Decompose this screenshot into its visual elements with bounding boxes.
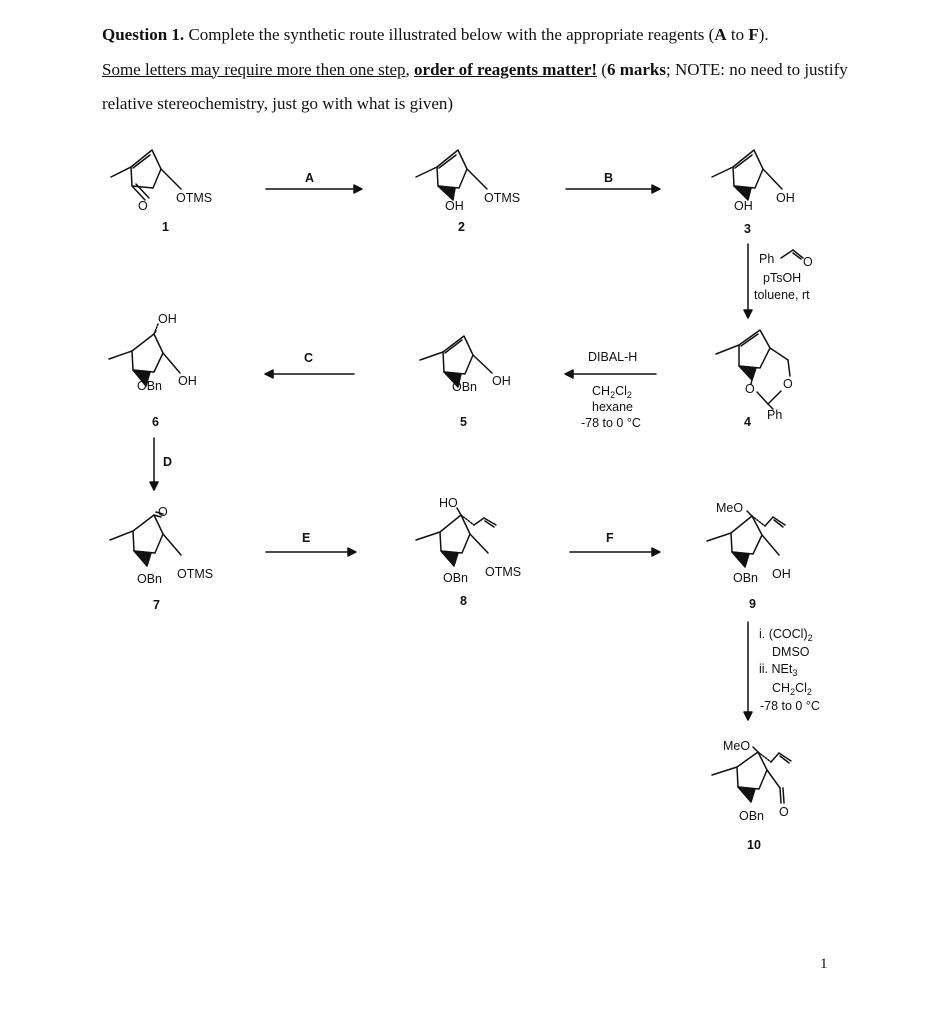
question-note: ; NOTE: no need to justify relative stereochemistry, just go with what is given) bbox=[102, 59, 848, 113]
order-matters: order of reagents matter! bbox=[414, 59, 598, 79]
range-f: F bbox=[748, 25, 759, 44]
compound-5 bbox=[420, 336, 511, 429]
c10-obn: OBn bbox=[739, 809, 765, 823]
solvent-hexane: hexane bbox=[592, 400, 634, 414]
c9-obn: OBn bbox=[733, 571, 759, 585]
c8-number: 8 bbox=[460, 594, 467, 608]
c5-oh: OH bbox=[492, 374, 511, 388]
c1-oxygen: O bbox=[138, 199, 148, 213]
solvent-ch2cl2: $CH_2Cl_2$ bbox=[592, 384, 632, 400]
reagent-f: F bbox=[606, 531, 614, 545]
reagent-toluene: toluene, rt bbox=[754, 288, 810, 302]
compound-2 bbox=[416, 150, 520, 234]
arrow-a bbox=[266, 171, 362, 193]
range-to: to bbox=[726, 25, 749, 44]
compound-10 bbox=[712, 739, 791, 852]
swern-step-i: i. $(COCl)_2$ bbox=[759, 627, 813, 643]
c9-number: 9 bbox=[749, 597, 756, 611]
c3-oh2: OH bbox=[776, 191, 795, 205]
swern-temp: -78 to 0 °C bbox=[760, 699, 820, 713]
arrow-e bbox=[266, 531, 356, 556]
question-label: Question 1. bbox=[102, 25, 185, 44]
swern-dmso: DMSO bbox=[772, 645, 810, 659]
c2-number: 2 bbox=[458, 220, 465, 234]
c6-oh: OH bbox=[178, 374, 197, 388]
compound-6 bbox=[109, 312, 197, 429]
c2-otms: OTMS bbox=[484, 191, 521, 205]
c4-o2: O bbox=[783, 377, 793, 391]
compound-4 bbox=[716, 330, 793, 429]
c4-number: 4 bbox=[744, 415, 751, 429]
arrow-f bbox=[570, 531, 660, 556]
swern-step-ii: ii. NEt$_3$ bbox=[759, 662, 798, 678]
benzaldehyde-o: O bbox=[803, 255, 813, 269]
arrow-4-to-5 bbox=[565, 350, 656, 430]
c6-oh-top: OH bbox=[158, 312, 177, 326]
reagent-d: D bbox=[163, 455, 173, 469]
arrow-b bbox=[566, 171, 660, 193]
arrow-3-to-4 bbox=[744, 244, 813, 318]
arrow-9-to-10 bbox=[744, 622, 820, 720]
compound-1 bbox=[111, 150, 212, 234]
c1-number: 1 bbox=[162, 220, 169, 234]
arrow-d bbox=[150, 438, 172, 490]
question-intro: Complete the synthetic route illustrated below with the appropriate reagents ( bbox=[184, 25, 715, 44]
c4-o1: O bbox=[745, 382, 755, 396]
c8-otms: OTMS bbox=[485, 565, 522, 579]
reagent-ptsoh: pTsOH bbox=[763, 271, 802, 285]
c7-otms: OTMS bbox=[177, 567, 214, 581]
c6-number: 6 bbox=[152, 415, 159, 429]
temperature: -78 to 0 °C bbox=[581, 416, 641, 430]
c7-oxygen: O bbox=[158, 505, 168, 519]
reagent-c: C bbox=[304, 351, 314, 365]
reagent-b: B bbox=[604, 171, 614, 185]
range-a: A bbox=[714, 25, 727, 44]
reagent-e: E bbox=[302, 531, 311, 545]
reagent-a: A bbox=[305, 171, 315, 185]
c7-number: 7 bbox=[153, 598, 160, 612]
c6-obn: OBn bbox=[137, 379, 163, 393]
compound-8 bbox=[416, 496, 521, 608]
c3-oh1: OH bbox=[734, 199, 753, 213]
c10-number: 10 bbox=[747, 838, 761, 852]
c9-meo: MeO bbox=[716, 501, 744, 515]
c3-number: 3 bbox=[744, 222, 751, 236]
compound-3 bbox=[712, 150, 795, 236]
comma: , bbox=[405, 59, 415, 79]
marks-open: ( bbox=[597, 59, 607, 79]
c10-oxygen: O bbox=[779, 805, 789, 819]
marks: 6 marks bbox=[606, 59, 666, 79]
c2-oh: OH bbox=[445, 199, 464, 213]
benzaldehyde-ph: Ph bbox=[759, 252, 775, 266]
c10-meo: MeO bbox=[723, 739, 751, 753]
c4-ph: Ph bbox=[767, 408, 783, 422]
c7-obn: OBn bbox=[137, 572, 163, 586]
arrow-c bbox=[265, 351, 354, 378]
c1-otms: OTMS bbox=[176, 191, 213, 205]
compound-7 bbox=[110, 505, 213, 612]
note-underline: Some letters may require more then one step bbox=[102, 59, 406, 79]
reagent-dibal: DIBAL-H bbox=[588, 350, 638, 364]
c8-ho: HO bbox=[439, 496, 458, 510]
intro-end: ). bbox=[758, 25, 769, 44]
page-number: 1 bbox=[820, 956, 828, 972]
c8-obn: OBn bbox=[443, 571, 469, 585]
c5-number: 5 bbox=[460, 415, 467, 429]
c9-oh: OH bbox=[772, 567, 791, 581]
c5-obn: OBn bbox=[452, 380, 478, 394]
swern-solvent: $CH_2Cl_2$ bbox=[772, 681, 812, 697]
compound-9 bbox=[707, 501, 791, 611]
